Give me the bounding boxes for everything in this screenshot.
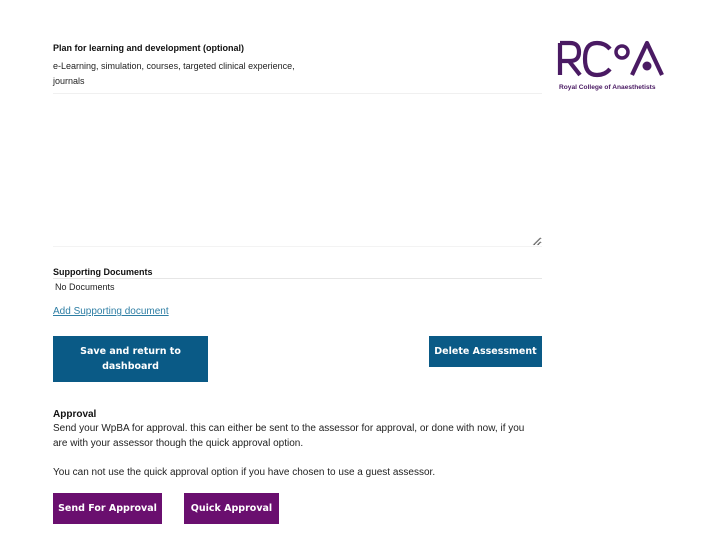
logo-subtitle: Royal College of Anaesthetists (559, 84, 656, 91)
delete-assessment-button[interactable]: Delete Assessment (429, 336, 542, 367)
approval-description: Send your WpBA for approval. this can either be sent to the assessor for approval, or done with now, if you are with your assessor though the quick approval option. (53, 423, 525, 449)
quick-approval-button[interactable]: Quick Approval (184, 493, 279, 524)
plan-field-label: Plan for learning and development (optional) (53, 43, 245, 53)
plan-field-hint: e-Learning, simulation, courses, targeted clinical experience, journals (53, 61, 295, 86)
divider (53, 278, 542, 279)
send-for-approval-button[interactable]: Send For Approval (53, 493, 162, 524)
add-supporting-document-link[interactable]: Add Supporting document (53, 306, 169, 317)
documents-empty-text: No Documents (55, 282, 115, 292)
rcoa-logo (557, 40, 667, 94)
approval-note: You can not use the quick approval option if you have chosen to use a guest assessor. (53, 467, 436, 478)
save-and-return-button[interactable]: Save and return to dashboard (53, 336, 208, 382)
plan-textarea[interactable] (53, 93, 542, 247)
resize-grip-icon[interactable] (532, 237, 541, 246)
supporting-documents-label: Supporting Documents (53, 267, 153, 277)
approval-heading: Approval (53, 409, 97, 420)
